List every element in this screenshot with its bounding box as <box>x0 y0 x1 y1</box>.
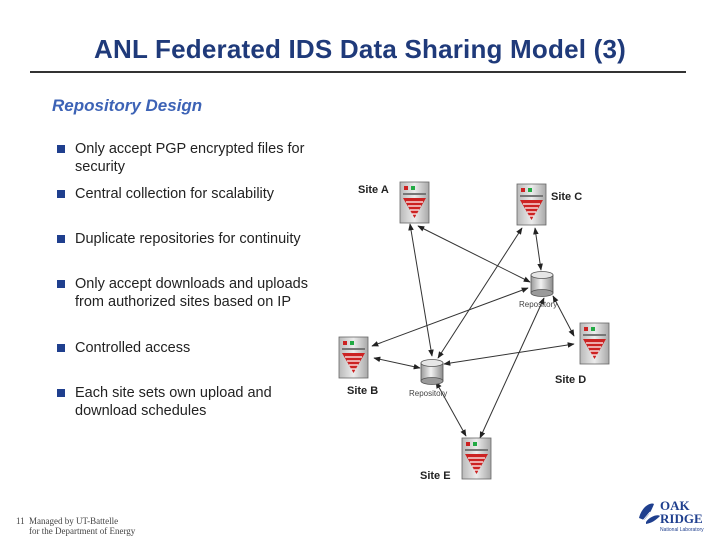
connection-lines <box>372 224 574 438</box>
bullet-text: Central collection for scalability <box>75 186 275 202</box>
site-node <box>517 184 582 225</box>
server-icon <box>339 337 368 378</box>
oak-ridge-logo <box>636 496 716 536</box>
page-number: 11 <box>16 516 25 526</box>
bullet-text: Only accept PGP encrypted files for security <box>75 141 305 175</box>
link-a-repo2 <box>410 224 432 356</box>
footer-line: for the Department of Energy <box>29 526 136 536</box>
site-label: Site D <box>555 374 587 386</box>
bullet-text: Controlled access <box>75 340 191 356</box>
site-node <box>358 182 429 223</box>
repository-node <box>409 360 447 399</box>
slide-title: ANL Federated IDS Data Sharing Model (3) <box>94 34 626 64</box>
server-icon <box>400 182 429 223</box>
server-icon <box>517 184 546 225</box>
logo-line: OAK <box>660 498 690 513</box>
bullet-text-continued: download schedules <box>75 403 207 419</box>
site-label: Site A <box>358 184 389 196</box>
bullet-text: Only accept downloads and uploads <box>75 276 308 292</box>
site-node <box>555 323 609 386</box>
repository-label: Repository <box>409 389 448 398</box>
server-icon <box>580 323 609 364</box>
section-heading: Repository Design <box>52 96 203 115</box>
site-label: Site C <box>551 191 583 203</box>
bullet-text: Duplicate repositories for continuity <box>75 231 301 247</box>
link-b-repo2 <box>374 358 420 368</box>
logo-line: RIDGE <box>660 511 703 526</box>
repository-label: Repository <box>519 300 558 309</box>
link-c-repo1 <box>535 228 541 270</box>
link-a-repo1 <box>418 226 530 282</box>
footer-line: Managed by UT-Battelle <box>29 516 119 526</box>
logo-line: National Laboratory <box>660 527 704 533</box>
leaf-icon <box>639 504 660 524</box>
bullet-text: Each site sets own upload and <box>75 385 272 401</box>
site-label: Site E <box>420 470 451 482</box>
repository-node <box>519 272 557 310</box>
bullet-text-continued: from authorized sites based on IP <box>75 294 292 310</box>
site-label: Site B <box>347 385 379 397</box>
link-d-repo2 <box>444 344 574 364</box>
link-c-repo2 <box>438 228 522 358</box>
link-e-repo1 <box>480 298 544 438</box>
link-b-repo1 <box>372 288 528 346</box>
server-icon <box>462 438 491 479</box>
site-node <box>420 438 491 482</box>
